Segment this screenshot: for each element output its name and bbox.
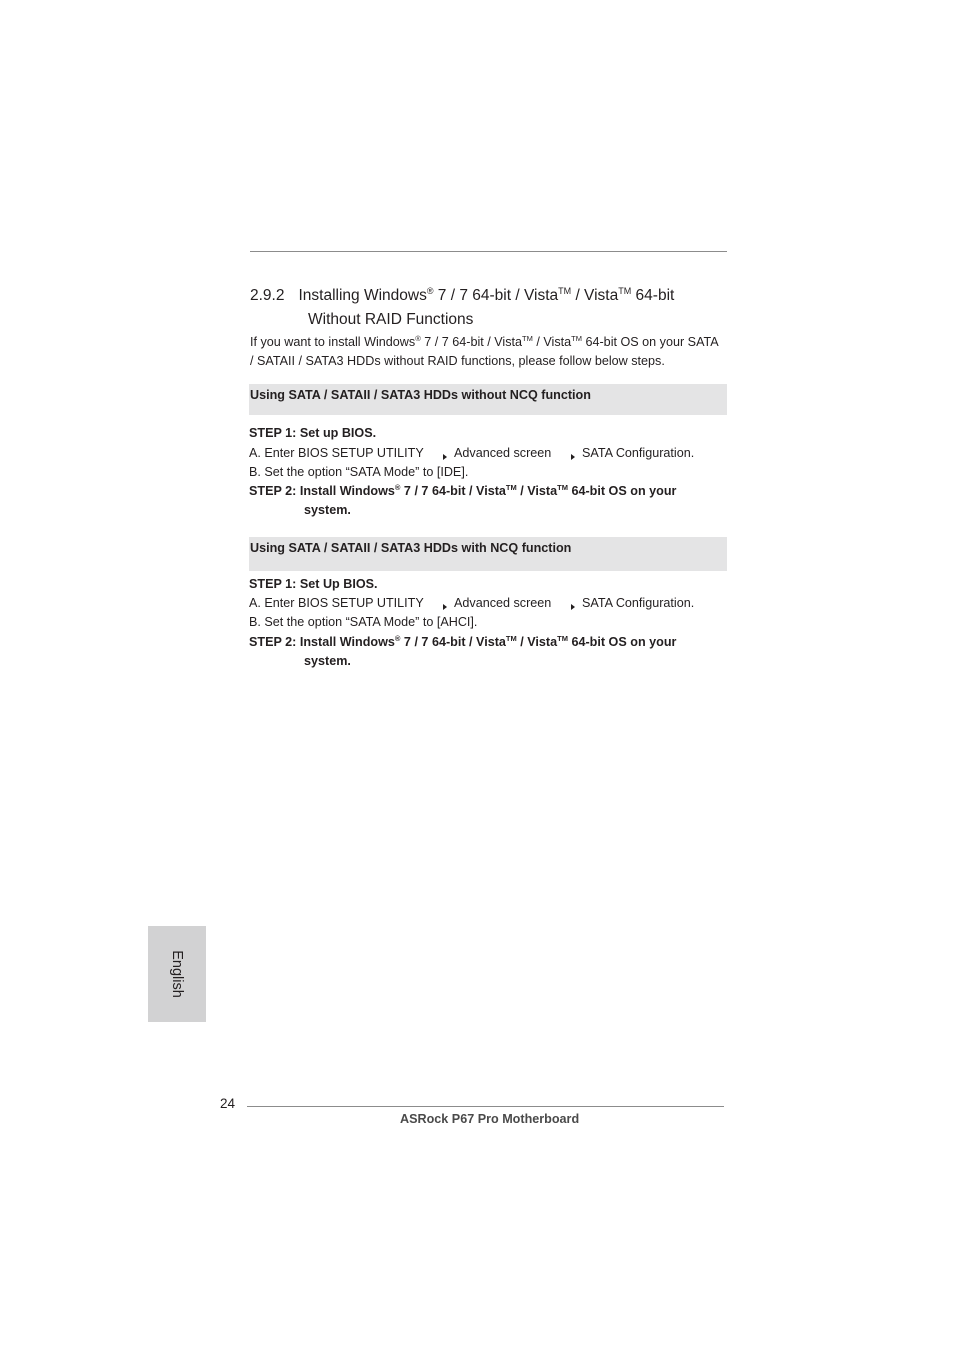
arrow-right-icon xyxy=(443,604,447,610)
block1-step2-line2: system. xyxy=(304,503,351,517)
top-divider xyxy=(250,251,727,252)
section-number: 2.9.2 xyxy=(250,287,285,304)
intro-line-1: If you want to install Windows® 7 / 7 64-bit / Vista™ / Vista™ 64-bit OS on your SATA xyxy=(250,334,719,349)
footer-product: ASRock P67 Pro Motherboard xyxy=(400,1112,580,1126)
section-title-line2: Without RAID Functions xyxy=(308,311,474,328)
arrow-right-icon xyxy=(571,454,575,460)
section-title: 2.9.2 Installing Windows® 7 / 7 64-bit / Vista™ / Vista™ 64-bit xyxy=(250,286,675,304)
block2-step2: STEP 2: Install Windows® 7 / 7 64-bit / Vista™ / Vista™ 64-bit OS on your xyxy=(249,634,677,649)
block2-header-bar xyxy=(249,537,727,571)
block2-step-a: A. Enter BIOS SETUP UTILITY Advanced screen SATA Configuration. xyxy=(249,596,695,610)
block1-step2: STEP 2: Install Windows® 7 / 7 64-bit / Vista™ / Vista™ 64-bit OS on your xyxy=(249,483,677,498)
block2-step2-line2: system. xyxy=(304,654,351,668)
block2-step1: STEP 1: Set Up BIOS. xyxy=(249,577,378,591)
block2-step-b: B. Set the option “SATA Mode” to [AHCI]. xyxy=(249,615,478,629)
block1-header: Using SATA / SATAII / SATA3 HDDs without NCQ function xyxy=(250,388,591,402)
language-tab xyxy=(148,926,206,1022)
arrow-right-icon xyxy=(571,604,575,610)
block1-header-bar xyxy=(249,384,727,415)
block1-step-a: A. Enter BIOS SETUP UTILITY Advanced screen SATA Configuration. xyxy=(249,446,695,460)
block2-header: Using SATA / SATAII / SATA3 HDDs with NCQ function xyxy=(250,541,572,555)
page-number: 24 xyxy=(220,1096,236,1111)
language-tab-label: English xyxy=(169,950,185,998)
block1-step-b: B. Set the option “SATA Mode” to [IDE]. xyxy=(249,465,469,479)
footer-divider xyxy=(247,1106,724,1107)
arrow-right-icon xyxy=(443,454,447,460)
block1-step1: STEP 1: Set up BIOS. xyxy=(249,426,377,440)
intro-line-2: / SATAII / SATA3 HDDs without RAID functions, please follow below steps. xyxy=(250,354,665,368)
